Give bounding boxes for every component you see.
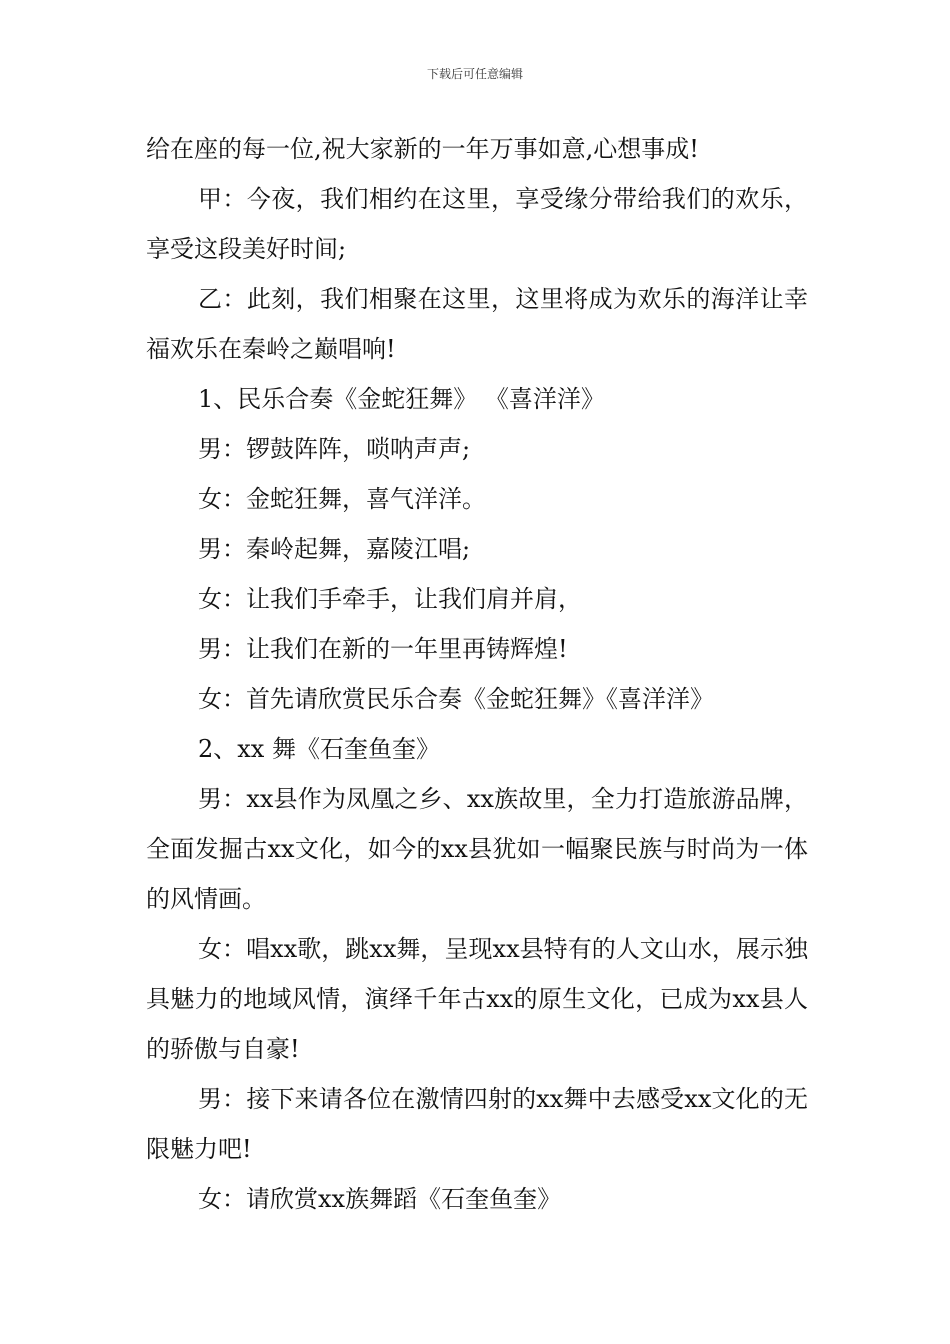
paragraph: 女：金蛇狂舞，喜气洋洋。 — [198, 485, 486, 513]
paragraph: 2、xx 舞《石奎鱼奎》 — [198, 735, 440, 763]
paragraph: 乙：此刻，我们相聚在这里，这里将成为欢乐的海洋让幸福欢乐在秦岭之巅唱响! — [146, 285, 808, 363]
paragraph: 男：锣鼓阵阵，唢呐声声; — [198, 435, 471, 463]
paragraph: 女：请欣赏xx族舞蹈《石奎鱼奎》 — [198, 1185, 562, 1213]
page-header-note: 下载后可任意编辑 — [426, 67, 523, 81]
paragraph: 男：xx县作为凤凰之乡、xx族故里，全力打造旅游品牌，全面发掘古xx文化，如今的xx县犹如一幅聚民族与时尚为一体的风情画。 — [146, 785, 808, 913]
document-body — [146, 124, 808, 1224]
paragraph: 1、民乐合奏《金蛇狂舞》 《喜洋洋》 — [198, 385, 605, 413]
paragraph: 男：让我们在新的一年里再铸辉煌! — [198, 635, 568, 663]
paragraph: 女：唱xx歌，跳xx舞，呈现xx县特有的人文山水，展示独具魅力的地域风情，演绎千年古xx的原生文化，已成为xx县人的骄傲与自豪! — [146, 935, 808, 1063]
paragraph: 男：接下来请各位在激情四射的xx舞中去感受xx文化的无限魅力吧! — [146, 1085, 808, 1163]
paragraph: 给在座的每一位,祝大家新的一年万事如意,心想事成! — [146, 135, 699, 163]
paragraph: 女：让我们手牵手，让我们肩并肩， — [198, 585, 582, 613]
paragraph: 男：秦岭起舞，嘉陵江唱; — [198, 535, 471, 563]
paragraph: 甲：今夜，我们相约在这里，享受缘分带给我们的欢乐，享受这段美好时间; — [146, 185, 808, 263]
paragraph: 女：首先请欣赏民乐合奏《金蛇狂舞》《喜洋洋》 — [198, 685, 714, 713]
